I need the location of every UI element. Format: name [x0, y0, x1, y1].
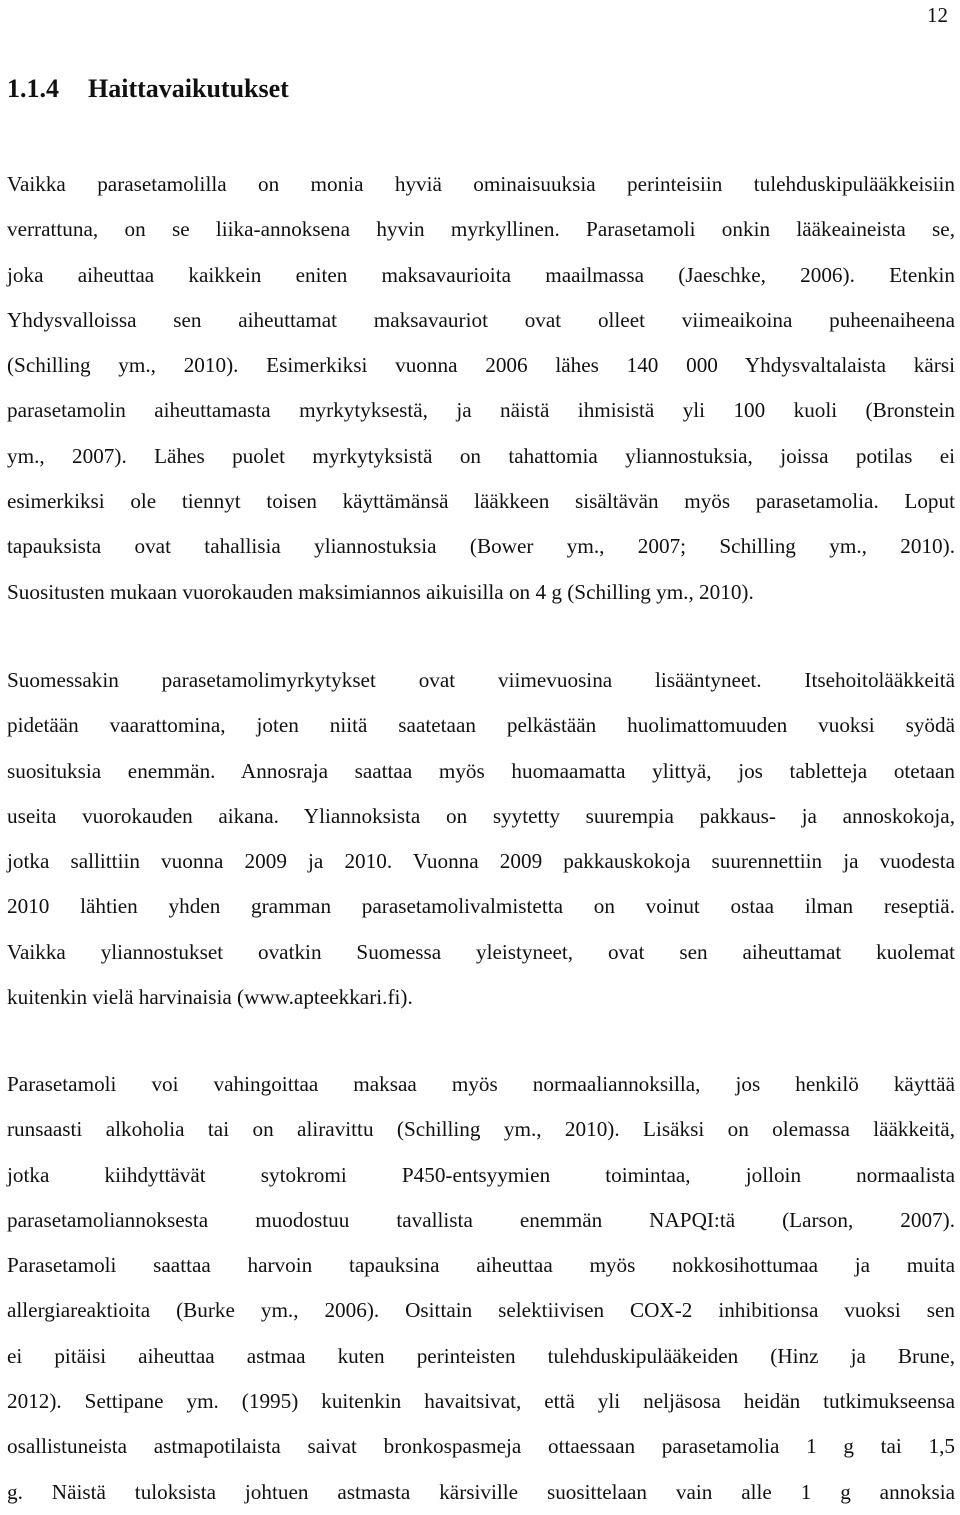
text-line: allergiareaktioita (Burke ym., 2006). Osittain selektiivisen COX-2 inhibitionsa vuoksi sen [7, 1298, 955, 1323]
section-heading [7, 72, 289, 106]
section-number: 1.1.4 [7, 74, 59, 103]
text-line: 2010 lähtien yhden gramman parasetamolivalmistetta on voinut ostaa ilman reseptiä. [7, 894, 955, 919]
text-line: Parasetamoli saattaa harvoin tapauksina aiheuttaa myös nokkosihottumaa ja muita [7, 1253, 955, 1278]
text-line: jotka sallittiin vuonna 2009 ja 2010. Vuonna 2009 pakkauskokoja suurennettiin ja vuodesta [7, 849, 955, 874]
text-line: Parasetamoli voi vahingoittaa maksaa myös normaaliannoksilla, jos henkilö käyttää [7, 1072, 955, 1096]
text-line: (Schilling ym., 2010). Esimerkiksi vuonna 2006 lähes 140 000 Yhdysvaltalaista kärsi [7, 353, 955, 378]
text-line: runsaasti alkoholia tai on aliravittu (Schilling ym., 2010). Lisäksi on olemassa lääkkeitä, [7, 1117, 955, 1142]
text-line: esimerkiksi ole tiennyt toisen käyttämänsä lääkkeen sisältävän myös parasetamolia. Loput [7, 489, 955, 514]
text-line: ym., 2007). Lähes puolet myrkytyksistä on tahattomia yliannostuksia, joissa potilas ei [7, 443, 955, 468]
text-line: useita vuorokauden aikana. Yliannoksista on syytetty suurempia pakkaus- ja annoskokoja, [7, 803, 955, 828]
text-line: verrattuna, on se liika-annoksena hyvin myrkyllinen. Parasetamoli onkin lääkeaineista se, [7, 217, 955, 242]
text-line: jotka kiihdyttävät sytokromi P450-entsyymien toimintaa, jolloin normaalista [7, 1162, 955, 1187]
text-line: Vaikka parasetamolilla on monia hyviä ominaisuuksia perinteisiin tulehduskipulääkkeisiin [7, 172, 955, 196]
text-line: pidetään vaarattomina, joten niitä saatetaan pelkästään huolimattomuuden vuoksi syödä [7, 713, 955, 738]
text-line: Vaikka yliannostukset ovatkin Suomessa yleistyneet, ovat sen aiheuttamat kuolemat [7, 939, 955, 964]
paragraph-3 [7, 1062, 955, 1515]
text-line: tapauksista ovat tahallisia yliannostuksia (Bower ym., 2007; Schilling ym., 2010). [7, 534, 955, 559]
paragraph-1 [7, 162, 955, 615]
text-line: Yhdysvalloissa sen aiheuttamat maksavauriot ovat olleet viimeaikoina puheenaiheena [7, 307, 955, 332]
text-line: joka aiheuttaa kaikkein eniten maksavaurioita maailmassa (Jaeschke, 2006). Etenkin [7, 262, 955, 287]
text-line: g. Näistä tuloksista johtuen astmasta kärsiville suosittelaan vain alle 1 g annoksia [7, 1479, 955, 1504]
text-line: osallistuneista astmapotilaista saivat bronkospasmeja ottaessaan parasetamolia 1 g tai 1,5 [7, 1434, 955, 1459]
paragraph-2 [7, 658, 955, 1020]
page-number: 12 [927, 3, 948, 27]
text-line: suosituksia enemmän. Annosraja saattaa myös huomaamatta ylittyä, jos tabletteja otetaan [7, 758, 955, 783]
section-title: Haittavaikutukset [88, 74, 289, 103]
text-line: kuitenkin vielä harvinaisia (www.apteekkari.fi). [7, 985, 413, 1010]
text-line: ei pitäisi aiheuttaa astmaa kuten perinteisten tulehduskipulääkeiden (Hinz ja Brune, [7, 1343, 955, 1368]
text-line: Suomessakin parasetamolimyrkytykset ovat viimevuosina lisääntyneet. Itsehoitolääkkeitä [7, 668, 955, 692]
text-line: 2012). Settipane ym. (1995) kuitenkin havaitsivat, että yli neljäsosa heidän tutkimukseensa [7, 1389, 955, 1414]
text-line: Suositusten mukaan vuorokauden maksimiannos aikuisilla on 4 g (Schilling ym., 2010). [7, 579, 754, 604]
text-line: parasetamolin aiheuttamasta myrkytyksestä, ja näistä ihmisistä yli 100 kuoli (Bronstein [7, 398, 955, 423]
text-line: parasetamoliannoksesta muodostuu tavallista enemmän NAPQI:tä (Larson, 2007). [7, 1207, 955, 1232]
